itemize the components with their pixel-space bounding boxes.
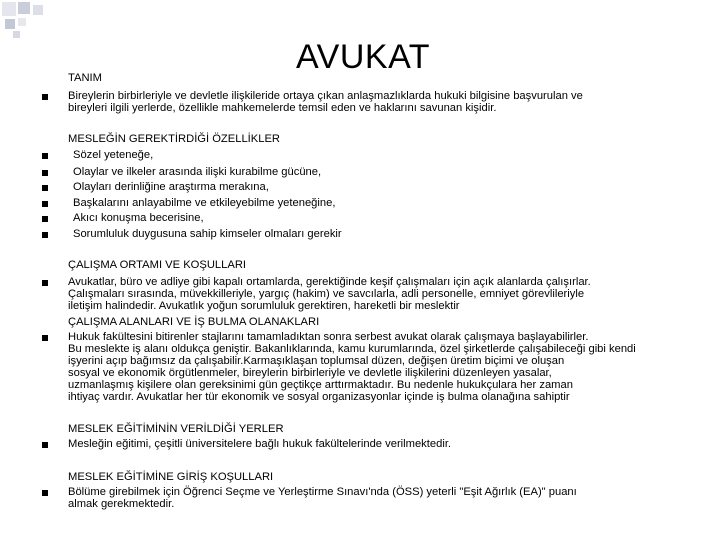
bullet-icon — [42, 490, 48, 496]
section-text: Avukatlar, büro ve adliye gibi kapalı ortamlarda, gerektiğinde keşif çalışmaları için açık alanlarda çalışırlar. — [68, 276, 591, 288]
section-text: ihtiyaç vardır. Avukatlar her tür ekonomik ve sosyal organizasyonlar içinde iş bulma olanağına sahiptir — [68, 391, 570, 403]
list-item: Olaylar ve ilkeler arasında ilişki kurabilme gücüne, — [73, 166, 322, 178]
corner-square — [18, 18, 26, 26]
section-text: Mesleğin eğitimi, çeşitli üniversitelere bağlı hukuk fakültelerinde verilmektedir. — [68, 438, 452, 450]
list-item: Sözel yeteneğe, — [73, 149, 154, 161]
section-text: uzmanlaşmış kişilere olan gereksinimi gün geçtikçe arttırmaktadır. Bu nedenle hukukçulara her zaman — [68, 379, 573, 391]
section-text: işyerini açıp bağımsız da çalışabilir.Karmaşıklaşan toplumsal düzen, değişen üretim biçimi ve oluşan — [68, 355, 565, 367]
list-item: Akıcı konuşma becerisine, — [73, 212, 204, 224]
bullet-icon — [42, 442, 48, 448]
section-text: iletişim halindedir. Avukatlık yoğun sorumluluk gerektiren, hareketli bir meslektir — [68, 300, 460, 312]
section-text: bireyleri ilgili yerlerde, özellikle mahkemelerde temsil eden ve haklarını savunan kişidir. — [68, 102, 497, 114]
section-text: Hukuk fakültesini bitirenler stajlarını tamamladıktan sonra serbest avukat olarak çalışmaya başlayabilirler. — [68, 331, 589, 343]
corner-square — [2, 2, 16, 16]
section-text: Bölüme girebilmek için Öğrenci Seçme ve Yerleştirme Sınavı'nda (ÖSS) yeterli "Eşit Ağırlık (EA)" puanı — [68, 486, 577, 498]
section-heading: ÇALIŞMA ALANLARI VE İŞ BULMA OLANAKLARI — [68, 316, 320, 328]
section-heading: MESLEK EĞİTİMİNE GİRİŞ KOŞULLARI — [68, 471, 274, 483]
bullet-icon — [42, 201, 48, 207]
section-heading: MESLEK EĞİTİMİNİN VERİLDİĞİ YERLER — [68, 423, 284, 435]
bullet-icon — [42, 335, 48, 341]
bullet-icon — [42, 153, 48, 159]
section-heading: ÇALIŞMA ORTAMI VE KOŞULLARI — [68, 259, 247, 271]
section-text: Çalışmaları sırasında, müvekkilleriyle, yargıç (hakim) ve savcılarla, adli personelle, emniyet görevlileriyle — [68, 288, 585, 300]
corner-square — [33, 5, 43, 15]
section-text: Bireylerin birbirleriyle ve devletle ilişkileride ortaya çıkan anlaşmazlıklarda hukuki bilgisine başvurulan ve — [68, 90, 583, 102]
corner-square — [5, 19, 15, 29]
section-heading: MESLEĞİN GEREKTİRDİĞİ ÖZELLİKLER — [68, 133, 280, 145]
corner-square — [18, 2, 30, 14]
list-item: Olayları derinliğine araştırma merakına, — [73, 181, 269, 193]
section-text: sosyal ve ekonomik örgütlenmeler, bireylerin birbirleriyle ve devletle ilişkilerini düzenleyen yasalar, — [68, 367, 552, 379]
bullet-icon — [42, 216, 48, 222]
list-item: Başkalarını anlayabilme ve etkileyebilme yeteneğine, — [73, 197, 336, 209]
slide-title: AVUKAT — [296, 38, 430, 76]
bullet-icon — [42, 232, 48, 238]
section-text: Bu meslekte iş alanı oldukça geniştir. Bakanlıklarında, kamu kurumlarında, özel şirketlerde çalışabileceği gibi kendi — [68, 343, 636, 355]
bullet-icon — [42, 170, 48, 176]
corner-square — [13, 31, 20, 38]
bullet-icon — [42, 185, 48, 191]
section-text: almak gerekmektedir. — [68, 498, 175, 510]
bullet-icon — [42, 94, 48, 100]
list-item: Sorumluluk duygusuna sahip kimseler olmaları gerekir — [73, 228, 342, 240]
bullet-icon — [42, 280, 48, 286]
section-heading: TANIM — [68, 72, 102, 84]
corner-decoration — [0, 0, 80, 50]
